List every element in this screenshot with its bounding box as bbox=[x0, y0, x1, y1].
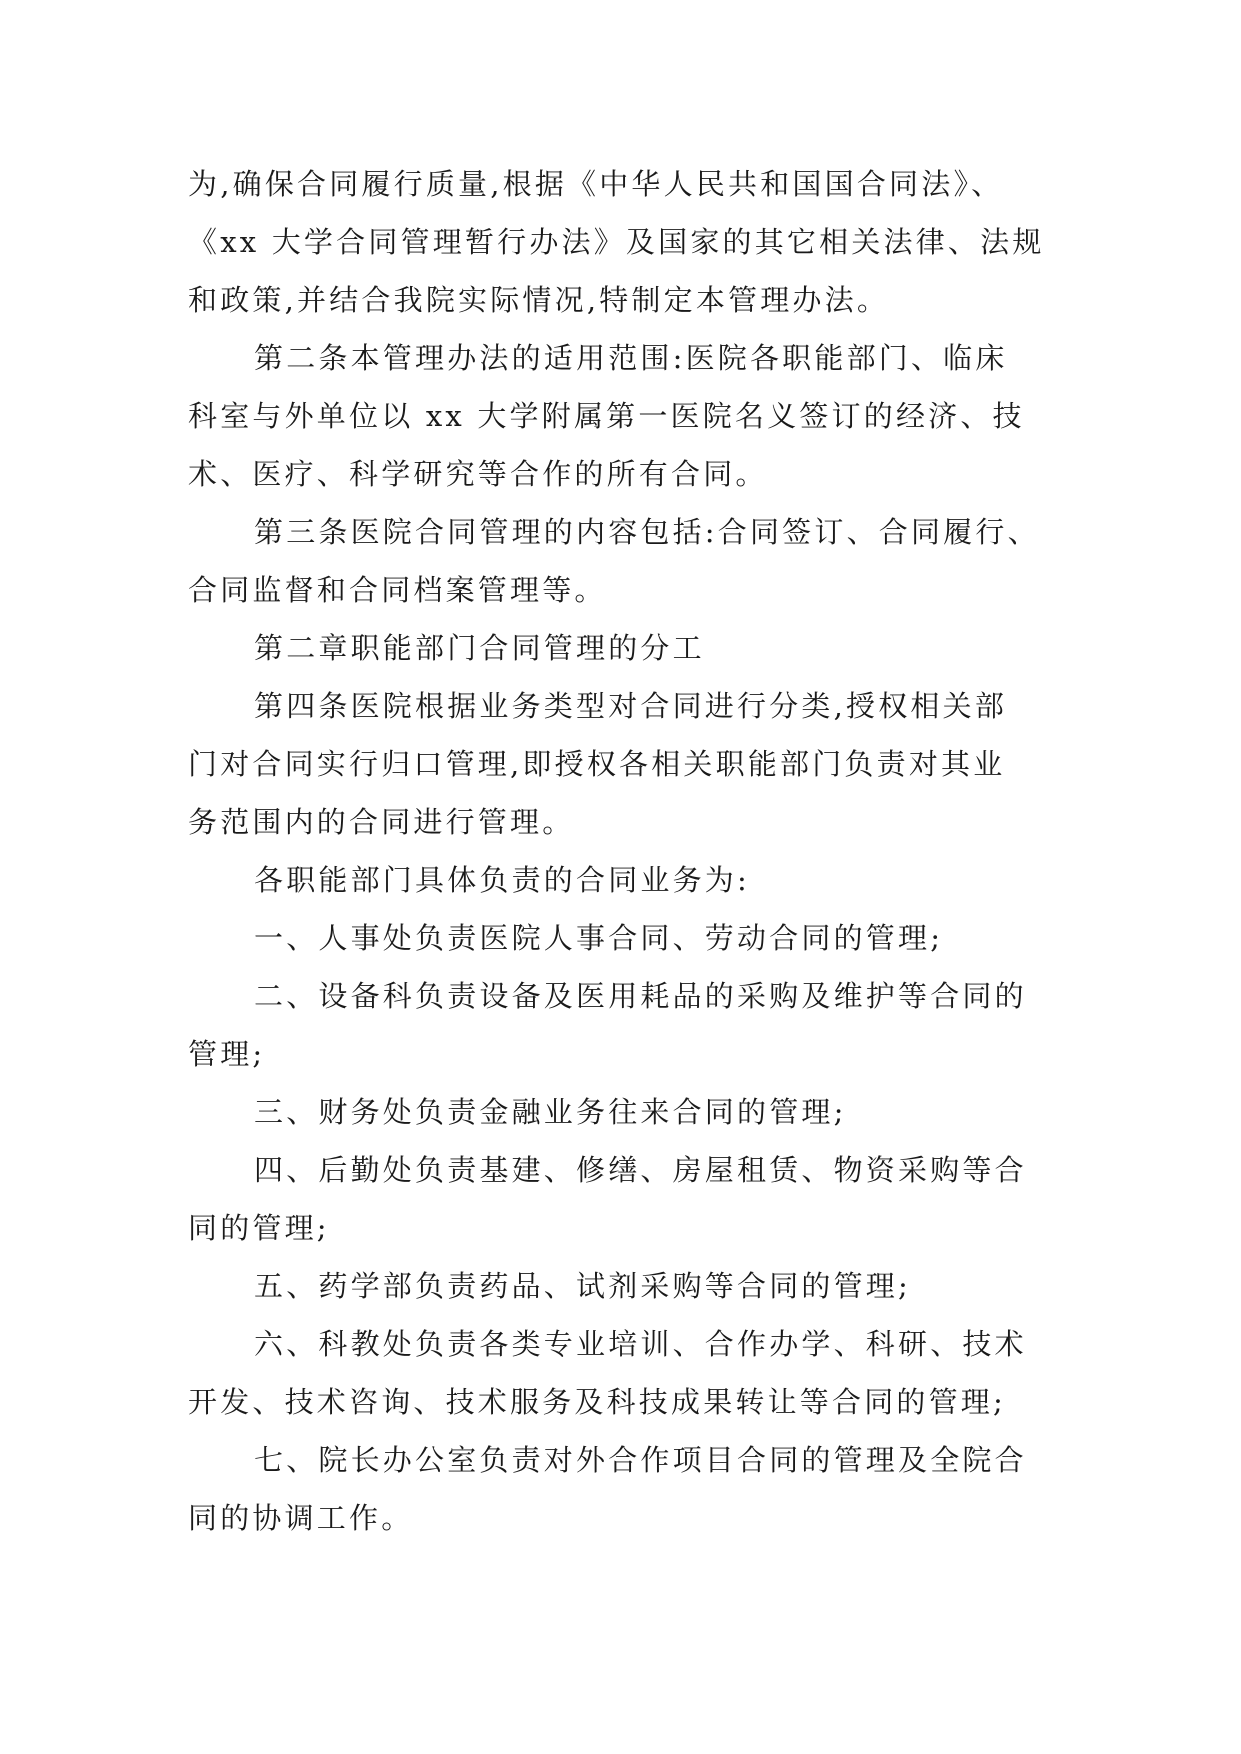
text-line: 开发、技术咨询、技术服务及科技成果转让等合同的管理; bbox=[188, 1385, 1006, 1419]
text-line: 同的管理; bbox=[188, 1211, 330, 1245]
list-item-5: 五、药学部负责药品、试剂采购等合同的管理; bbox=[254, 1269, 911, 1303]
list-item-1: 一、人事处负责医院人事合同、劳动合同的管理; bbox=[254, 921, 944, 955]
text-line: 科室与外单位以 xx 大学附属第一医院名义签订的经济、技 bbox=[188, 399, 1025, 433]
list-item-7: 七、院长办公室负责对外合作项目合同的管理及全院合 bbox=[254, 1443, 1027, 1477]
document-body bbox=[188, 155, 1068, 1547]
chapter-heading: 第二章职能部门合同管理的分工 bbox=[254, 631, 705, 665]
text-line: 术、医疗、科学研究等合作的所有合同。 bbox=[188, 457, 768, 491]
list-item-6: 六、科教处负责各类专业培训、合作办学、科研、技术 bbox=[254, 1327, 1027, 1361]
text-line: 同的协调工作。 bbox=[188, 1501, 414, 1535]
list-item-2: 二、设备科负责设备及医用耗品的采购及维护等合同的 bbox=[254, 979, 1027, 1013]
text-line: 务范围内的合同进行管理。 bbox=[188, 805, 575, 839]
article-3-line: 第三条医院合同管理的内容包括:合同签订、合同履行、 bbox=[254, 515, 1040, 549]
text-line: 门对合同实行归口管理,即授权各相关职能部门负责对其业 bbox=[188, 747, 1006, 781]
text-line: 和政策,并结合我院实际情况,特制定本管理办法。 bbox=[188, 283, 890, 317]
text-line: 合同监督和合同档案管理等。 bbox=[188, 573, 607, 607]
article-4-line: 第四条医院根据业务类型对合同进行分类,授权相关部 bbox=[254, 689, 1008, 723]
list-intro: 各职能部门具体负责的合同业务为: bbox=[254, 863, 750, 897]
list-item-3: 三、财务处负责金融业务往来合同的管理; bbox=[254, 1095, 847, 1129]
text-line: 《xx 大学合同管理暂行办法》及国家的其它相关法律、法规 bbox=[188, 225, 1045, 259]
text-line: 管理; bbox=[188, 1037, 266, 1071]
text-line: 为,确保合同履行质量,根据《中华人民共和国国合同法》、 bbox=[188, 167, 1004, 201]
list-item-4: 四、后勤处负责基建、修缮、房屋租赁、物资采购等合 bbox=[254, 1153, 1027, 1187]
article-2-line: 第二条本管理办法的适用范围:医院各职能部门、临床 bbox=[254, 341, 1008, 375]
